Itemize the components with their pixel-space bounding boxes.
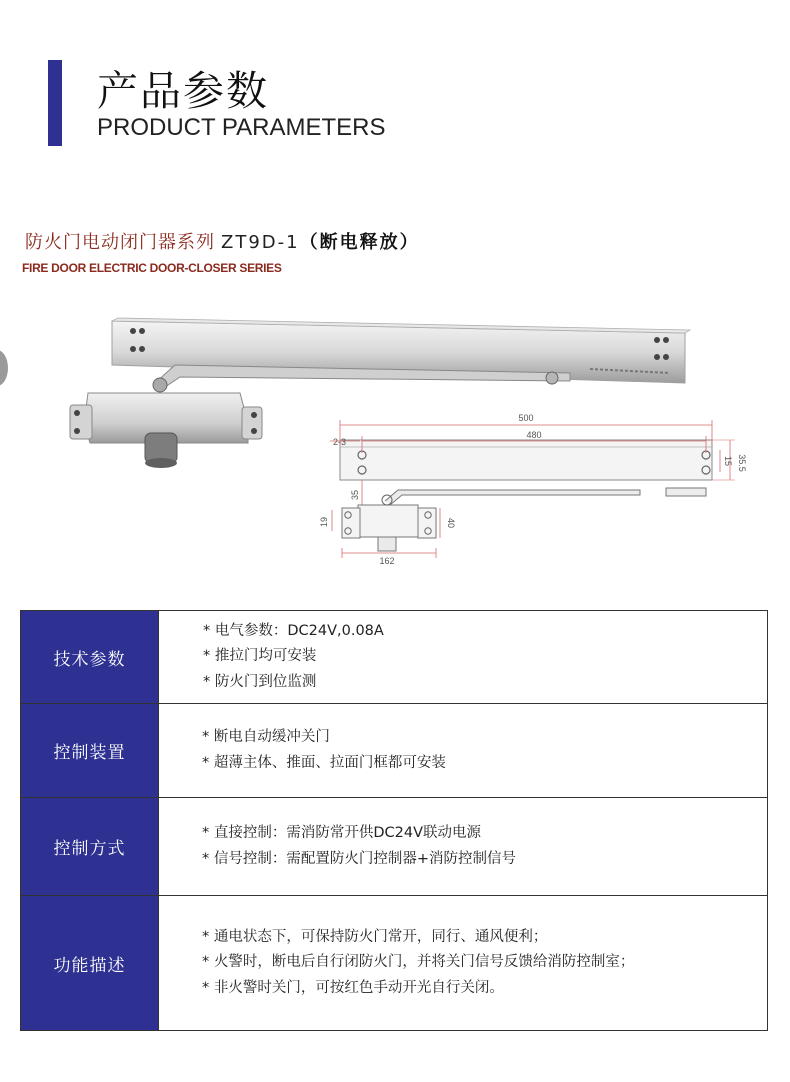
dim-2-3-label: 2-3 — [333, 437, 347, 447]
dim-15-label: 15 — [723, 455, 733, 467]
series-name-en: FIRE DOOR ELECTRIC DOOR-CLOSER SERIES — [22, 261, 282, 275]
dim-40-label: 40 — [446, 517, 456, 529]
dim-19-label: 19 — [319, 516, 329, 528]
title-accent-bar — [48, 60, 62, 146]
row-line: * 超薄主体、推面、拉面门框都可安装 — [202, 754, 446, 771]
row-line: * 电气参数：DC24V,0.08A — [203, 622, 384, 639]
row-value — [159, 798, 768, 896]
dim-162-label: 162 — [379, 556, 395, 566]
product-illustration — [30, 305, 765, 595]
row-label: 功能描述 — [21, 896, 159, 1031]
series-heading — [25, 228, 420, 254]
row-line: * 防火门到位监测 — [203, 673, 317, 690]
dim-480-label: 480 — [526, 430, 542, 440]
series-name-cn: 防火门电动闭门器系列 — [25, 232, 215, 253]
series-model: ZT9D-1 — [221, 232, 300, 253]
row-line: * 非火警时关门，可按红色手动开光自行关闭。 — [202, 979, 504, 996]
row-line: * 断电自动缓冲关门 — [202, 729, 330, 745]
row-value — [159, 704, 768, 798]
table-row — [21, 611, 768, 704]
page-title: 产品参数 — [97, 67, 269, 115]
row-line: * 通电状态下，可保持防火门常开，同行、通风便利； — [202, 928, 548, 945]
table-row — [21, 896, 768, 1031]
row-value — [159, 896, 768, 1031]
row-line: * 直接控制：需消防常开供DC24V联动电源 — [202, 825, 482, 841]
side-scroll-handle[interactable] — [0, 350, 8, 386]
row-label: 技术参数 — [21, 611, 159, 704]
row-line: * 信号控制：需配置防火门控制器+消防控制信号 — [202, 850, 517, 867]
dim-35-label: 35 — [350, 489, 360, 501]
page-subtitle: PRODUCT PARAMETERS — [97, 114, 386, 141]
table-row — [21, 704, 768, 798]
row-value — [159, 611, 768, 704]
series-note: （断电释放） — [299, 232, 420, 253]
parameters-table — [20, 610, 768, 1031]
table-row — [21, 798, 768, 896]
row-label: 控制装置 — [21, 704, 159, 798]
row-label: 控制方式 — [21, 798, 159, 896]
row-line: * 火警时，断电后自行闭防火门，并将关门信号反馈给消防控制室； — [202, 954, 635, 971]
technical-drawing — [330, 420, 735, 558]
closer-body-photo — [70, 393, 262, 468]
row-line: * 推拉门均可安装 — [203, 648, 317, 665]
dim-35-5-label: 35.5 — [737, 454, 747, 472]
dim-500-label: 500 — [518, 413, 534, 423]
